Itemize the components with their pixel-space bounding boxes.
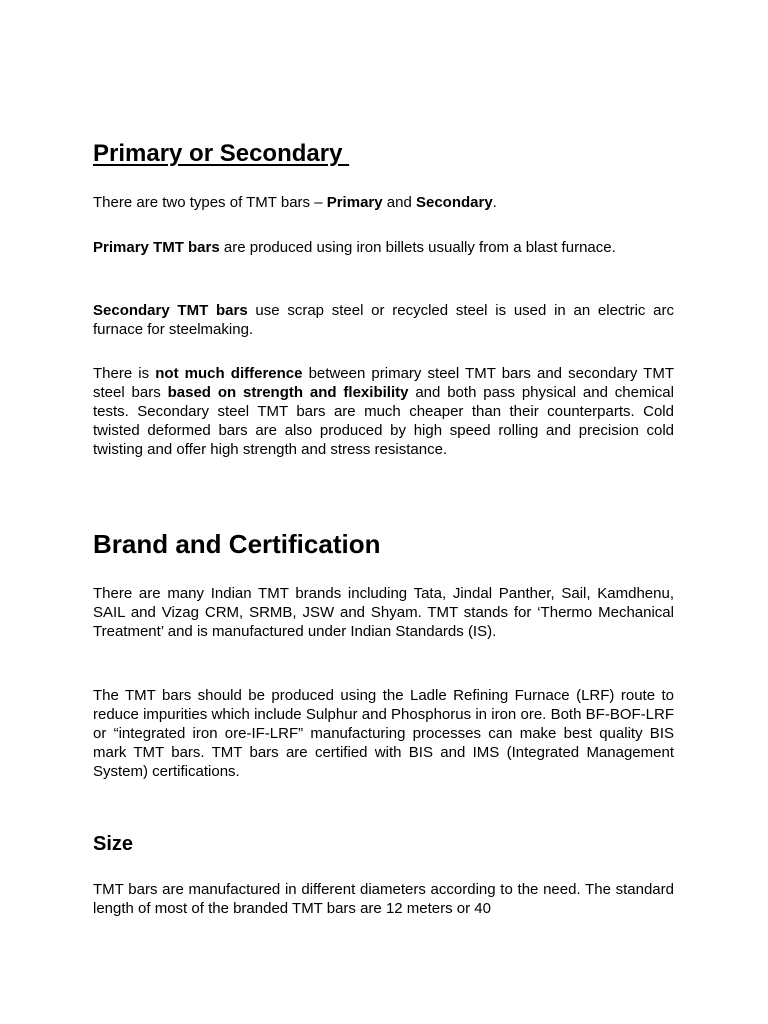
text: between primary steel TMT bars and secondary TMT steel bars xyxy=(93,365,674,401)
text: There is xyxy=(93,365,156,382)
paragraph-lrf-certification: The TMT bars should be produced using the Ladle Refining Furnace (LRF) route to reduce impurities which include Sulphur and Phosphorus in iron ore. Both BF-BOF-LRF or “integrated iron ore-IF-LRF” manufacturing processes can make best quality BIS mark TMT bars. TMT bars are certified with BIS and IMS (Integrated Management System) certifications. xyxy=(93,687,674,780)
text: and xyxy=(382,194,416,211)
document-page xyxy=(93,0,674,1024)
bold-not-much-difference: not much difference xyxy=(155,365,303,382)
paragraph-size: TMT bars are manufactured in different diameters according to the need. The standard length of most of the branded TMT bars are 12 meters or 40 xyxy=(93,881,674,917)
bold-secondary-tmt-bars: Secondary TMT bars xyxy=(93,302,248,319)
text: and both pass physical and chemical tests. Secondary steel TMT bars are much cheaper than their counterparts. Cold twisted deformed bars are also produced by high speed rolling and precision cold twisting and offer high strength and stress resistance. xyxy=(93,384,674,458)
paragraph-secondary-tmt xyxy=(93,301,674,339)
text: There are two types of TMT bars – xyxy=(93,194,327,211)
bold-primary-tmt-bars: Primary TMT bars xyxy=(93,239,220,256)
bold-primary: Primary xyxy=(326,194,383,211)
heading-size: Size xyxy=(93,833,134,855)
text: are produced using iron billets usually from a blast furnace. xyxy=(219,239,616,256)
bold-strength-flexibility: based on strength and flexibility xyxy=(167,384,409,401)
paragraph-tmt-types xyxy=(93,193,674,212)
paragraph-primary-tmt xyxy=(93,238,674,257)
text: . xyxy=(492,194,497,211)
heading-primary-or-secondary: Primary or Secondary xyxy=(93,140,350,167)
bold-secondary: Secondary xyxy=(415,194,493,211)
paragraph-difference xyxy=(93,364,674,459)
heading-brand-and-certification: Brand and Certification xyxy=(93,529,381,559)
text: use scrap steel or recycled steel is used in an electric arc furnace for steelmaking. xyxy=(93,302,674,338)
paragraph-indian-brands: There are many Indian TMT brands including Tata, Jindal Panther, Sail, Kamdhenu, SAIL and Vizag CRM, SRMB, JSW and Shyam. TMT stands for ‘Thermo Mechanical Treatment’ and is manufactured under Indian Standards (IS). xyxy=(93,585,674,640)
